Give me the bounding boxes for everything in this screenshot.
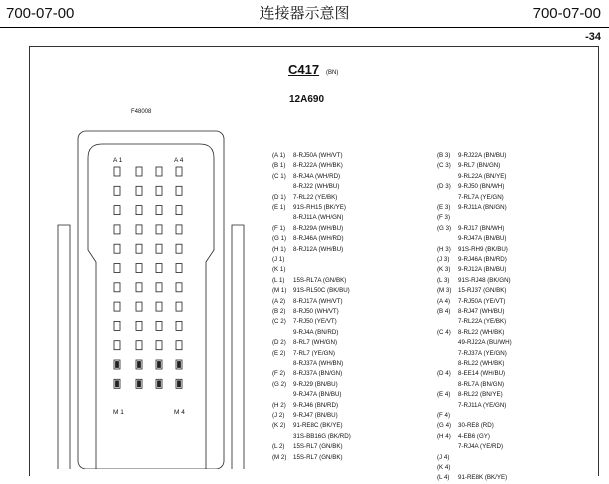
pinout-entry [272,442,351,452]
connector-part-number: 12A690 [289,94,325,105]
wire-list [458,432,503,453]
pin-cavity [156,167,162,176]
pin-cavity [136,341,142,350]
wire-circuit: 91S-RJ48 (BK/GN) [458,276,511,284]
wire-list [458,203,507,213]
pin-terminal [116,362,119,368]
wire-circuit: 8-RL22 (BN/YE) [458,391,503,399]
pin-cavity [176,167,182,176]
pin-cavity [114,244,120,253]
pin-cavity [156,186,162,195]
pin-label-a1: A 1 [113,157,123,164]
pinout-entry [437,421,512,431]
cavity-position: (H 1) [272,245,286,253]
cavity-position: (F 1) [272,224,286,232]
wire-circuit: 8-RJ22 (WH/BU) [293,183,340,191]
cavity-position: (F 2) [272,370,286,378]
pin-cavity [156,302,162,311]
pin-cavity [156,283,162,292]
wire-list [458,151,506,161]
pin-cavity [114,283,120,292]
wire-list [458,297,505,307]
pin-cavity [136,206,142,215]
wire-circuit: 7-RJ50A (YE/VT) [458,297,506,305]
cavity-position: (D 4) [437,370,451,378]
cavity-position: (A 1) [272,152,286,159]
cavity-position: (E 2) [272,349,286,357]
pinout-entry [272,380,351,401]
page-title: 连接器示意图 [259,4,350,22]
pinout-entry [272,172,351,193]
wire-list [293,297,343,307]
pinout-entry [272,369,351,379]
pin-cavity [136,167,142,176]
wire-circuit: 7-RL22A (YE/BK) [458,318,507,326]
wire-circuit: 9-RJ12A (BN/BU) [458,266,507,274]
pin-cavity [114,167,120,176]
pinout-entry [437,390,512,411]
cavity-position: (M 3) [437,287,452,295]
cavity-position: (C 3) [437,162,451,170]
wire-circuit: 8-RJ17A (WH/VT) [293,297,343,305]
pin-cavity [136,225,142,234]
pinout-entry [272,286,351,296]
pin-cavity [114,321,120,330]
cavity-position: (D 3) [437,183,451,191]
wire-list [293,453,343,463]
pinout-entry [272,349,351,370]
wire-list [293,286,350,296]
pin-label-a4: A 4 [174,157,184,164]
pinout-entry [437,151,512,161]
pinout-entry [272,276,351,286]
wire-list [293,338,337,348]
cavity-position: (L 1) [272,276,285,284]
wire-circuit: 8-RJ37A (WH/BN) [293,360,344,368]
wire-circuit: 91S-RL50C (BK/BU) [293,287,350,295]
pin-terminal [138,381,141,387]
wire-circuit: 8-RL7A (BN/GN) [458,380,505,388]
page-number: -34 [585,31,601,43]
pinout-list-right [437,151,512,484]
pin-cavity [114,206,120,215]
pin-cavity [176,302,182,311]
wire-circuit: 8-RJ37A (BN/GN) [293,370,343,378]
cavity-position: (B 3) [437,152,451,159]
wire-circuit: 9-RL7 (BN/GN) [458,162,501,170]
pin-cavity [176,321,182,330]
pinout-entry [272,234,351,244]
wire-circuit: 15S-RL7A (GN/BK) [293,276,347,284]
pinout-entry [272,401,351,411]
wire-circuit: 9-RJ50 (BN/WH) [458,183,505,191]
connector-left-latch [58,225,70,469]
connector-right-latch [232,225,244,469]
cavity-position: (H 3) [437,245,451,253]
wire-list [293,161,343,171]
wire-circuit: 9-RJ11A (BN/GN) [458,203,507,211]
wire-list [293,245,343,255]
pin-cavity [156,341,162,350]
wire-circuit: 15S-RL7 (GN/BK) [293,453,343,461]
wire-circuit: 30-RE8 (RD) [458,422,494,430]
pinout-entry [272,453,351,463]
cavity-position: (G 3) [437,224,452,232]
wire-list [458,307,506,328]
pinout-entry [437,286,512,296]
pinout-entry [272,317,351,338]
wire-circuit: 9-RJ46 (BN/RD) [293,401,339,409]
wire-circuit: 49-RJ22A (BU/WH) [458,339,512,347]
pinout-entry [272,411,351,421]
wire-circuit: 91-RE8C (BK/YE) [293,422,343,430]
wire-list [293,234,344,244]
pinout-entry [437,213,512,223]
pinout-entry [272,245,351,255]
wire-circuit: 7-RJ50 (YE/VT) [293,318,337,326]
pin-terminal [178,362,181,368]
pinout-entry [272,151,351,161]
pinout-entry [437,473,512,483]
cavity-position: (B 1) [272,162,286,170]
wire-circuit: 9-RJ47A (BN/BU) [458,235,507,243]
cavity-position: (J 4) [437,453,450,461]
wire-list [293,307,339,317]
pin-cavity [136,302,142,311]
pin-cavity [176,341,182,350]
pin-terminal [178,381,181,387]
pinout-entry [437,224,512,245]
wire-list [293,421,351,442]
cavity-position: (A 4) [437,297,451,305]
pinout-entry [272,224,351,234]
cavity-position: (G 2) [272,380,287,388]
cavity-position: (L 3) [437,276,450,284]
cavity-position: (D 1) [272,193,286,201]
wire-circuit: 31S-BB16G (BK/RD) [293,432,351,440]
wire-list [458,421,494,431]
cavity-position: (A 2) [272,297,286,305]
cavity-position: (B 2) [272,308,286,316]
cavity-position: (G 4) [437,422,452,430]
cavity-position: (C 4) [437,328,451,336]
wire-circuit: 8-RJ50A (WH/VT) [293,152,343,159]
cavity-position: (M 1) [272,287,287,295]
cavity-position: (L 4) [437,474,450,482]
wire-list [293,317,338,338]
wire-circuit: 8-RJ12A (WH/BU) [293,245,344,253]
wire-circuit: 91S-RH15 (BK/YE) [293,204,346,211]
figure-id: F48008 [131,109,152,115]
pin-cavity [156,225,162,234]
wire-circuit: 8-RJ29A (WH/BU) [293,224,344,232]
pin-cavity [114,302,120,311]
wire-circuit: 8-EE14 (WH/BU) [458,370,506,378]
pin-cavity [136,321,142,330]
wire-list [293,172,340,193]
pinout-entry [437,276,512,286]
pin-cavity [136,283,142,292]
cavity-position: (L 2) [272,443,285,451]
pinout-entry [437,432,512,453]
pin-cavity [156,244,162,253]
wire-circuit: 7-RJ37A (YE/GN) [458,349,507,357]
pin-terminal [116,381,119,387]
pin-cavity [136,264,142,273]
wire-list [458,390,506,411]
pin-terminal [158,381,161,387]
wire-circuit: 15-RJ37 (GN/BK) [458,287,507,295]
wire-list [293,349,343,370]
connector-color: (BN) [326,70,339,76]
cavity-position: (J 1) [272,256,285,263]
pinout-entry [437,328,512,370]
wire-circuit: 8-RL22 (WH/BK) [458,359,505,367]
wire-list [458,245,508,255]
wire-circuit: 7-RL7 (YE/GN) [293,349,335,357]
cavity-position: (D 2) [272,339,286,347]
pin-cavity [176,206,182,215]
connector-outer-shell [78,131,224,469]
pinout-entry [272,193,351,203]
cavity-position: (M 2) [272,453,287,461]
pin-label-m4: M 4 [174,409,185,416]
cavity-position: (C 2) [272,318,286,326]
wire-list [458,276,511,286]
pinout-entry [437,307,512,328]
cavity-position: (E 4) [437,391,451,399]
pin-cavity [156,206,162,215]
pinout-entry [272,265,351,275]
wire-circuit: 9-RJ22A (BN/BU) [458,152,507,159]
wire-list [458,224,506,245]
pin-cavity [114,264,120,273]
wire-circuit: 8-RL22 (WH/BK) [458,328,505,336]
wire-list [293,380,341,401]
connector-inner-shell [88,144,214,469]
pinout-entry [437,245,512,255]
pinout-entry [437,161,512,182]
wire-circuit: 8-RL7 (WH/GN) [293,339,338,347]
pinout-entry [437,297,512,307]
pinout-entry [272,161,351,171]
wire-circuit: 9-RJ47 (BN/BU) [293,412,338,419]
wire-circuit: 8-RJ22A (WH/BK) [293,162,343,170]
wire-circuit: 7-RL22 (YE/BK) [293,193,338,201]
cavity-position: (C 1) [272,172,286,180]
wire-circuit: 8-RJ50 (WH/VT) [293,308,339,316]
cavity-position: (F 3) [437,214,451,222]
wire-circuit: 9-RL22A (BN/YE) [458,172,507,180]
wire-circuit: 15S-RL7 (GN/BK) [293,443,343,451]
wire-list [458,265,506,275]
wire-list [293,276,346,286]
pin-cavity [176,244,182,253]
pinout-entry [437,255,512,265]
cavity-position: (J 3) [437,255,450,263]
wire-circuit: 9-RJ4A (BN/RD) [293,328,339,336]
wire-circuit: 9-RJ17 (BN/WH) [458,224,505,232]
cavity-position: (E 1) [272,204,286,211]
cavity-position: (K 4) [437,463,451,471]
pinout-entry [272,255,351,265]
pin-terminal [138,362,141,368]
pinout-entry [437,411,512,421]
wire-circuit: 9-RJ46A (BN/RD) [458,255,507,263]
cavity-position: (E 3) [437,203,451,211]
wire-list [458,328,512,370]
pinout-entry [272,203,351,224]
wire-circuit: 91-RE8K (BK/YE) [458,474,508,482]
wire-circuit: 8-RJ47 (WH/BU) [458,308,505,315]
wire-list [458,161,507,182]
pinout-entry [437,463,512,473]
cavity-position: (H 4) [437,432,451,440]
wire-circuit: 7-RL7A (YE/GN) [458,193,504,201]
pin-cavity [136,244,142,253]
wire-circuit: 4-EB6 (GY) [458,432,490,440]
wire-circuit: 7-RJ4A (YE/RD) [458,443,504,451]
cavity-position: (K 2) [272,422,286,430]
wire-list [293,369,342,379]
connector-code: C417 [288,62,320,77]
wire-list [293,193,337,203]
pinout-entry [437,369,512,390]
pinout-entry [437,265,512,275]
cavity-position: (G 1) [272,235,287,243]
wire-list [458,286,506,296]
wire-list [293,151,343,161]
pin-cavity [114,225,120,234]
pin-cavity [176,283,182,292]
wire-list [293,442,343,452]
wire-list [458,182,504,203]
header-left-code: 700-07-00 [6,5,75,22]
pin-cavity [156,321,162,330]
cavity-position: (F 4) [437,411,451,419]
wire-circuit: 8-RJ4A (WH/RD) [293,172,341,180]
wire-circuit: 8-RJ11A (WH/GN) [293,214,344,222]
cavity-position: (J 2) [272,412,285,419]
wire-circuit: 8-RJ46A (WH/RD) [293,235,344,243]
wire-list [293,203,346,224]
pinout-entry [437,203,512,213]
wire-circuit: 7-RJ11A (YE/GN) [458,401,507,409]
pin-cavity [136,186,142,195]
pin-terminal [158,362,161,368]
pinout-entry [272,421,351,442]
pin-cavity [114,186,120,195]
cavity-position: (H 2) [272,401,286,409]
cavity-position: (B 4) [437,308,451,315]
cavity-position: (K 1) [272,266,286,274]
pinout-entry [272,338,351,348]
pin-cavity [114,341,120,350]
pinout-list-left [272,151,351,463]
wire-circuit: 9-RJ47A (BN/BU) [293,391,342,399]
wire-list [293,224,343,234]
wire-list [458,369,505,390]
header-right-code: 700-07-00 [532,5,601,22]
wire-circuit: 91S-RH9 (BK/BU) [458,245,508,253]
pin-cavity [176,186,182,195]
pin-cavity [176,225,182,234]
wire-list [293,401,338,411]
pinout-entry [437,182,512,203]
wire-list [293,411,338,421]
pinout-entry [437,453,512,463]
pin-cavity [156,264,162,273]
wire-list [458,473,507,483]
pin-label-m1: M 1 [113,409,124,416]
pinout-entry [272,307,351,317]
wire-list [458,255,507,265]
pinout-entry [272,297,351,307]
pin-cavity [176,264,182,273]
wire-circuit: 9-RJ29 (BN/BU) [293,380,338,388]
cavity-position: (K 3) [437,266,451,274]
